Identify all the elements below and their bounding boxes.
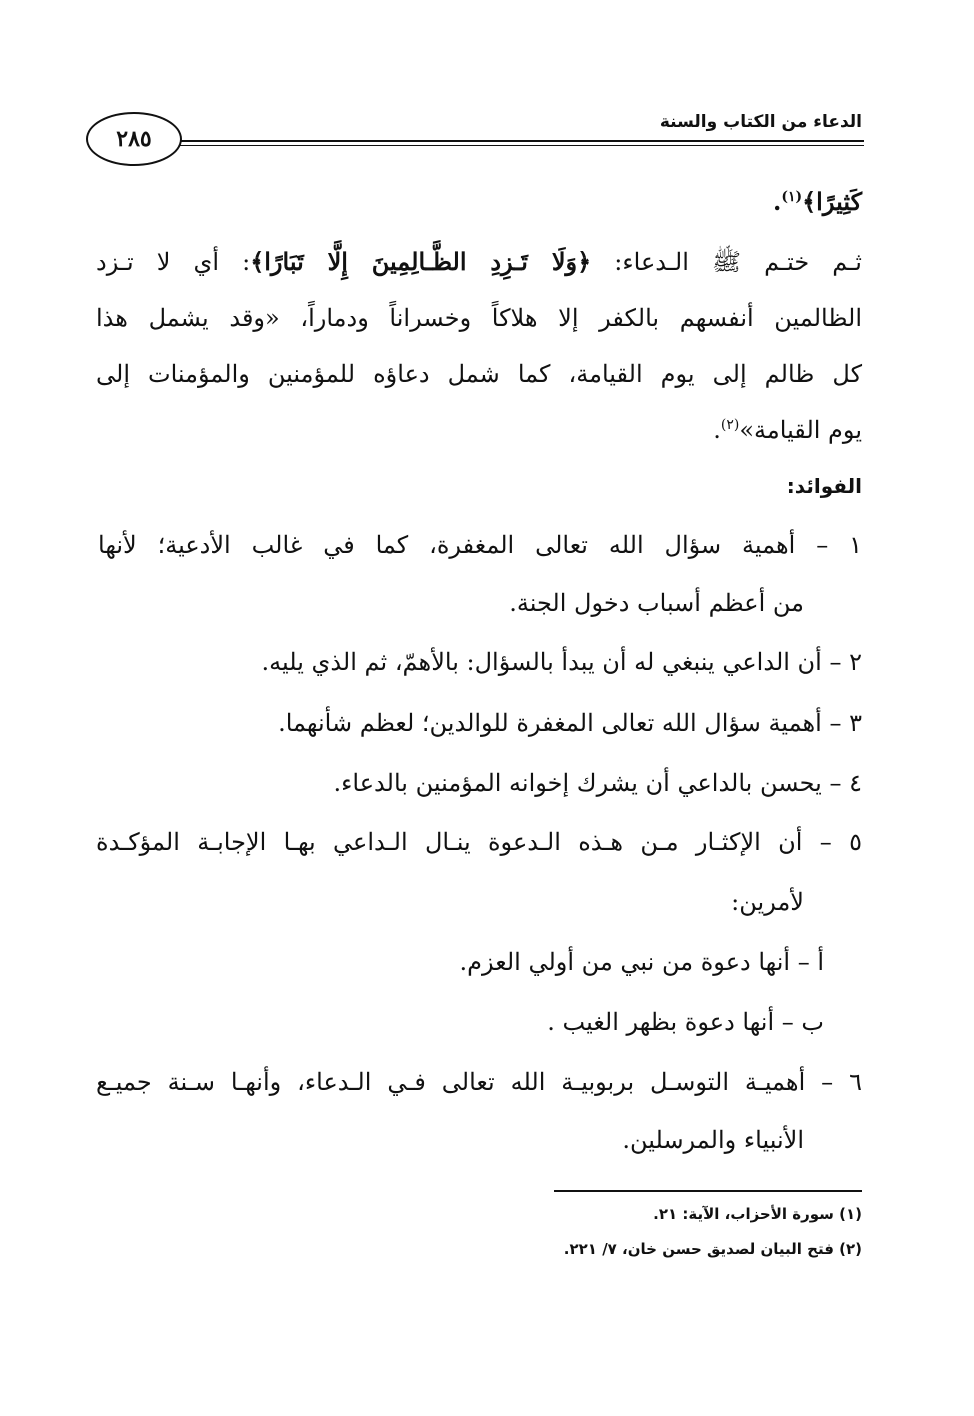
footnote-2: (٢) فتح البيان لصديق حسن خان، ٧/ ٢٢١. xyxy=(563,1240,862,1258)
footnote-ref-2: (٢) xyxy=(720,417,740,433)
page-number: ٢٨٥ xyxy=(116,126,152,152)
period: . xyxy=(772,187,782,216)
verse-ending: كَثِيرًا﴾ xyxy=(802,187,862,216)
paragraph-line xyxy=(713,418,862,442)
sub-item-b: ب – أنها دعوة بظهر الغيب . xyxy=(547,1008,824,1036)
text-segment: : أي لا تـزد xyxy=(96,248,251,276)
text-segment: يوم القيامة» xyxy=(739,416,862,444)
verse-ending-line xyxy=(772,187,862,216)
benefits-heading: الفوائد: xyxy=(786,474,862,498)
list-item-1: ١ – أهمية سؤال الله تعالى المغفرة، كما في غالب الأدعية؛ لأنها xyxy=(98,531,862,559)
period: . xyxy=(713,416,721,444)
text-segment: ثـم ختـم ﷺ الـدعاء: xyxy=(591,248,862,276)
footnote-1: (١) سورة الأحزاب، الآية: ٢١. xyxy=(653,1205,862,1223)
page-number-oval xyxy=(86,112,182,166)
list-item-5-cont: لأمرين: xyxy=(731,888,804,916)
sub-item-a: أ – أنها دعوة من نبي من أولي العزم. xyxy=(459,948,824,976)
paragraph-line: الظالمين أنفسهم بالكفر إلا هلاكاً وخسراناً ودماراً، «وقد يشمل هذا xyxy=(96,304,862,332)
header-rule xyxy=(180,140,864,142)
footnote-ref-1: (١) xyxy=(781,189,803,205)
list-item-3: ٣ – أهمية سؤال الله تعالى المغفرة للوالدين؛ لعظم شأنهما. xyxy=(278,709,862,737)
list-item-4: ٤ – يحسن بالداعي أن يشرك إخوانه المؤمنين بالدعاء. xyxy=(333,769,862,797)
quran-quote: ﴿وَلَا تَـزِدِ الظَّـالِمِينَ إِلَّا تَبَارًا﴾ xyxy=(250,247,592,276)
list-item-2: ٢ – أن الداعي ينبغي له أن يبدأ بالسؤال: بالأهمّ، ثم الذي يليه. xyxy=(261,648,862,676)
list-item-6-cont: الأنبياء والمرسلين. xyxy=(622,1126,804,1154)
list-item-6: ٦ – أهميـة التوسـل بربوبيـة الله تعالى فـي الـدعاء، وأنهـا سـنة جميـع xyxy=(96,1068,862,1096)
list-item-1-cont: من أعظم أسباب دخول الجنة. xyxy=(509,589,804,617)
header-rule-thin xyxy=(180,145,864,146)
running-title: الدعاء من الكتاب والسنة xyxy=(659,112,862,132)
paragraph-line xyxy=(96,247,862,276)
list-item-5: ٥ – أن الإكثـار مـن هـذه الـدعوة ينـال الـداعي بهـا الإجابـة المؤكـدة xyxy=(96,828,862,856)
footnote-rule xyxy=(554,1190,862,1192)
paragraph-line: كل ظالم إلى يوم القيامة، كما شمل دعاؤه للمؤمنين والمؤمنات إلى xyxy=(96,360,862,388)
